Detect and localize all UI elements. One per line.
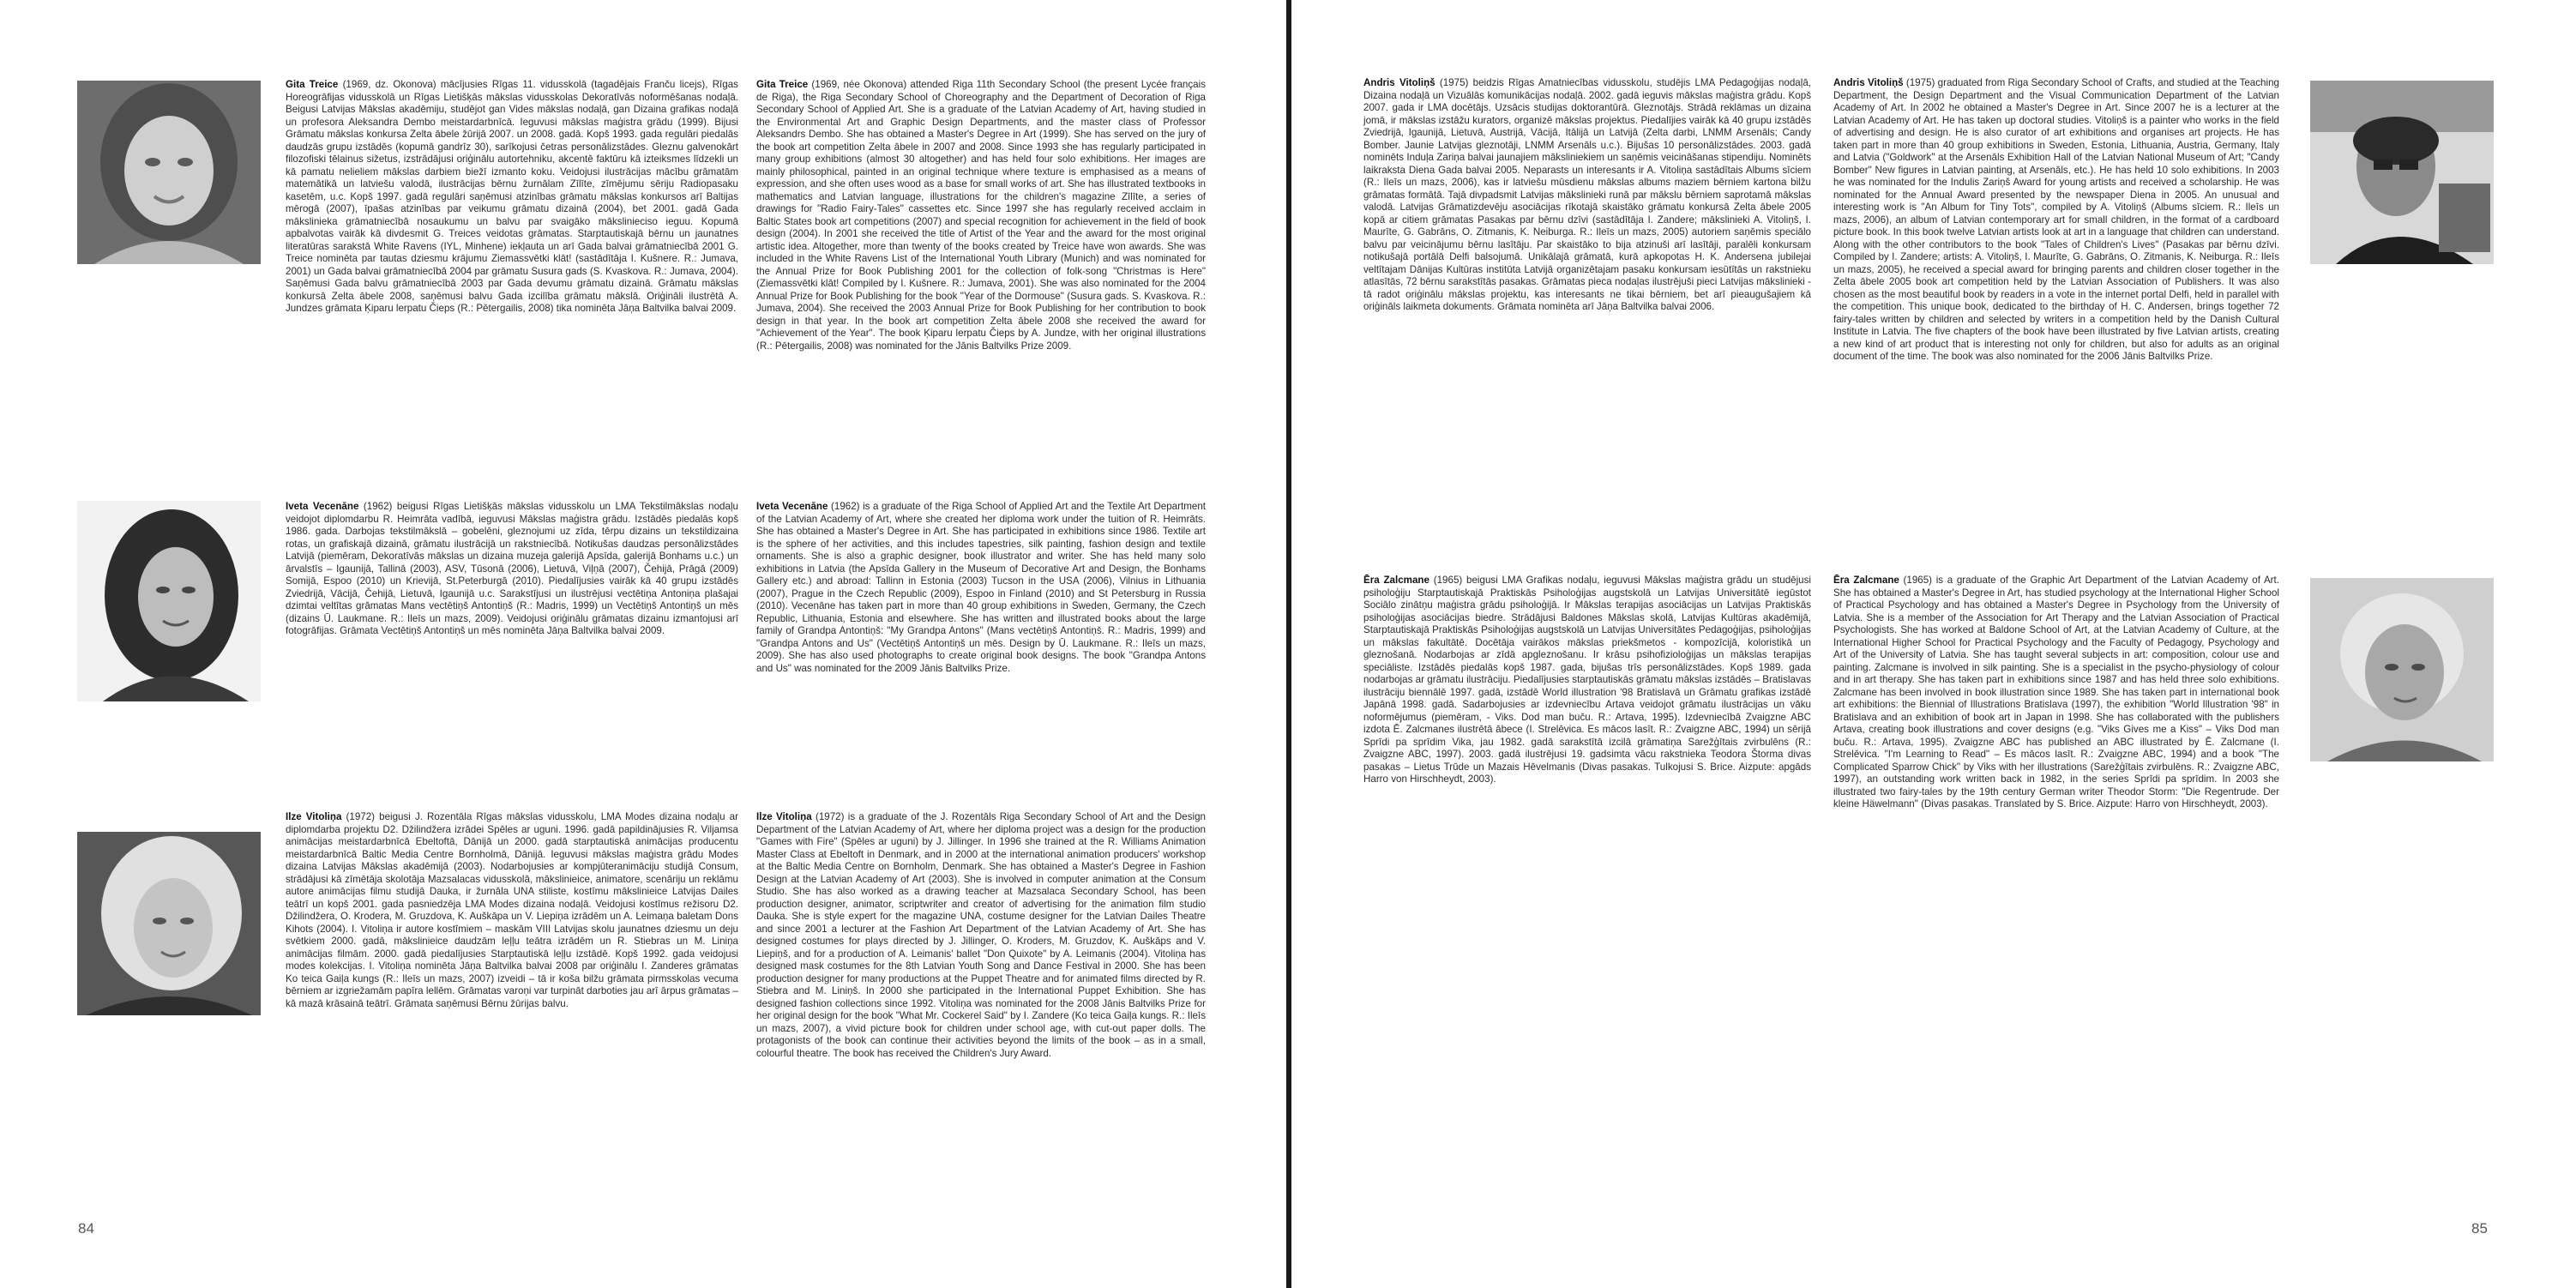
bio-text: (1965) is a graduate of the Graphic Art Department of the Latvian Academy of Art. She has obtained a Master's Degree in Art, has studied psychology at the International Higher School of Practical Psychology and has obtained a Master's Degree in Psychology from the University of Latvia. She is a member of the Association for Art Therapy and the Latvian Association of Practical Psychologists. She has worked at Baldone School of Art, at the Latvian Academy of Culture, at the International Higher School for Practical Psychology and the Faculty of Pedagogy, Psychology and Art of the University of Latvia. She has taught several subjects in art: composition, colour use and painting. Zalcmane is involved in silk painting. She is a specialist in the psycho-physiology of colour and in art therapy. She has taken part in exhibitions since 1987 and has held three solo exhibitions. Zalcmane has been involved in book illustration since 1989. She has taken part in international book art exhibitions: the Biennial of Illustrations Bratislava (1997), the exhibition "World Illustration '98" in Bratislava and an exhibition of book art in Japan in 1998. She has collaborated with the publishers Artava, creating book illustrations and cover designs (e.g. "Viks Gives me a Kiss" – Viks Dod man buču. R.: Artava, 1995). Zvaigzne ABC has published an ABC illustrated by Ē. Zalcmane (I. Strelēvica. "I'm Learning to Read" – Es mācos lasīt. R.: Zvaigzne ABC, 1994) and a book "The Complicated Sparrow Chick" by Viks with her illustrations (Sarežģītais zvirbulēns. R.: Zvaigzne ABC, 1997), an outstanding work written back in 1982, in the series Sprīdi pa sprīdim. In 2003 she illustrated two fairy-tales by the 19th century German writer Theodor Storm: "Die Regentrude. Der kleine Häwelmann" (Divas pasakas. Translated by S. Brice. Aizpute: Harro von Hirschheydt, 2003).: [1833, 575, 2279, 810]
bio-text: (1969, née Okonova) attended Riga 11th Secondary School (the present Lycée français de Riga), the Riga Secondary School of Choreography and the Department of Decoration of Riga Secondary School of Applied Art. She is a graduate of the Latvian Academy of Art, having studied in the Environmental Art and Graphic Design Departments, and the master class of Professor Aleksandrs Dembo. She has obtained a Master's Degree in Art (1999). She has served on the jury of the book art competition Zelta ābele in 2007 and 2008. Since 1993 she has regularly participated in many group exhibitions (almost 30 altogether) and has held four solo exhibitions. Her images are mainly philosophical, painted in an original technique where texture is emphasised as a means of expression, and she often uses wood as a base for small works of art. She has illustrated textbooks in mathematics and Latvian language, illustrations for the children's magazine Zīlīte, a series of drawings for "Radio Fairy-Tales" cassettes etc. Since 1997 she has regularly received acclaim in Baltic States book art competitions (2007) and special recognition for achievement in the field of book design (2004). In 2001 she received the title of Artist of the Year and the award for the most original artistic idea. Altogether, more than twenty of the books created by Treice have won awards. She was included in the White Ravens List of the International Youth Library (Munich) and was nominated for the Annual Prize for Book Publishing 2001 for the collection of folk-song "Christmas is Here" (Ziemassvētki klāt! Compiled by I. Kušnere. R.: Jumava, 2001). She was also nominated for the 2004 Annual Prize for Book Publishing for the book "Year of the Dormouse" (Susura gads. S. Kvaskova. R.: Jumava, 2004). She received the 2003 Annual Prize for Book Publishing for her contribution to book design in that year. In the book art competition Zelta ābele 2008 she received the award for "Achievement of the Year". The book Ķiparu lerpatu Čieps by A. Jundze, with her original illustrations (R.: Pētergailis, 2008) was nominated for the Jānis Baltvilks Prize 2009.: [756, 79, 1206, 352]
bio-lv-era-zalcmane: [1363, 575, 1811, 909]
artist-name: Iveta Vecenāne: [286, 501, 359, 512]
bio-en-andris-vitolins: [1833, 77, 2279, 557]
artist-name: Gita Treice: [756, 79, 809, 90]
portrait-photo-ilze-vitolina: [77, 832, 261, 1015]
page-number: 85: [2471, 1220, 2488, 1237]
bio-en-gita-treice: [756, 79, 1206, 475]
portrait-photo-gita-treice: [77, 81, 261, 264]
artist-name: Gita Treice: [286, 79, 339, 90]
bio-text: (1972) beigusi J. Rozentāla Rīgas mākslas vidusskolu, LMA Modes dizaina nodaļu ar diplomdarba projektu D2. Džilindžera izrādei Spēles ar uguni. 1996. gadā papildinājusies R. Viljamsa animācijas meistardarbnīcā Ebeltoftā, Dānijā un 2000. gadā starptautiskā animācijas producentu meistardarbnīcā Baltic Media Centre Bornholmā, Dānijā. Ieguvusi mākslas maģistra grādu Modes dizaina Latvijas Mākslas akadēmijā (2003). Nodarbojusies ar kompjūteranimāciju studijā Consum, strādājusi kā zīmētāja skolotāja Mazsalacas vidusskolā, mākslinieice, animatore, scenāriju un reklāmu autore animācijas filmu studijā Dauka, ir žurnāla UNA stiliste, kostīmu mākslinieice Latvijas Dailes teātrī un kopš 2001. gada pasniedzēja LMA Modes dizaina nodaļā. Veidojusi kostīmus režisoru D2. Džilindžera, O. Krodera, M. Gruzdova, K. Auškāpa un V. Liepiņa izrādēm un A. Leimaņa baletam Dons Kihots (2004). I. Vitoliņa ir autore kostīmiem – maskām VIII Latvijas skolu jaunatnes dziesmu un deju svētkiem 2000. gadā, mākslinieice daudzām leļļu teātra izrādēm un R. Stiebras un M. Liniņa animācijas filmām. 2000. gadā piedalījusies Starptautiskā leļļu izstādē. Kopš 1992. gada veidojusi modes kolekcijas. I. Vitoliņa nominēta Jāņa Baltvilka balvai 2008 par oriģinālu I. Zanderes grāmatas Ko teica Gaiļa kungs (R.: Ileīs un mazs, 2007) izveidi – tā ir koša bilžu grāmata pirmsskolas vecuma bērniem ar izgriežamām papīra lellēm. Grāmatas varoņi var turpināt darboties jau arī ārpus grāmatas – kā mazā krāsainā teātrī. Grāmata saņēmusi Bērnu žūrijas balvu.: [286, 811, 738, 1009]
bio-lv-iveta-vecenane: [286, 501, 738, 758]
bio-en-ilze-vitolina: [756, 811, 1206, 1197]
bio-text: (1975) beidzis Rīgas Amatniecības vidusskolu, studējis LMA Pedagoģijas nodaļā, Dizaina nodaļā un Vizuālās komunikācijas nodaļā. 2002. gadā ieguvis mākslas maģistra grādu. Kopš 2007. gada ir LMA docētājs. Uzsācis studijas doktorantūrā. Gleznotājs. Strādā reklāmas un dizaina jomā, ir mākslas izstāžu kurators, organizē mākslas projektus. Piedalījies vairāk kā 40 grupu izstādēs Zviedrijā, Igaunijā, Lietuvā, Austrijā, Vācijā, Itālijā un Latvijā (Zelta darbi, LNMM Arsenāls; Candy Bomber. Jaunie Latvijas gleznotāji, LNMM Arsenāls u.c.). Bijušas 10 personālizstādes. 2003. gadā nominēts Induļa Zariņa balvai jaunajiem māksliniekiem un saņēmis veicināšanas stipendiju. Nominēts laikraksta Diena Gada balvai 2005. Neparasts un interesants ir A. Vitoliņa sastādītais Albums sīciem (R.: Ileīs un mazs, 2006), kas ir latviešu mūsdienu mākslas albums maziem bērniem kartona bilžu grāmatas formātā. Tajā divpadsmit Latvijas mākslinieki runā par mākslu bērniem saprotamā mākslas valodā. Latvijas Grāmatizdevēju asociācijas rīkotajā skaistāko grāmatu konkursā Zelta ābele 2005 kopā ar citiem grāmatas Pasakas par bērnu dzīvi (sastādītāja I. Zandere; mākslinieki A. Vitoliņš, I. Maurīte, G. Gabrāns, O. Zitmanis, K. Neiburga. R.: Ileīs un mazs, 2005) autoriem saņēmis speciālo balvu par veicinājumu bērnu lasītāju. Par skaistāko to bija atzinuši arī lasītāji, paralēli konkursam notikušajā portālā Delfi balsojumā. Unikālajā grāmatā, kurā apkopotas H. K. Andersena jubilejai veltītajam Dānijas Kultūras institūta Latvijā organizētajam pasaku konkursam iesūtītās un rakstnieku atlasītās, 72 bērnu sarakstītās pasakas. Grāmatas pieca nodaļas ilustrējuši pieci Latvijas mākslinieki - tā radot oriģinālu mākslas projektu, kas interesants ne tikai bērniem, bet arī pieaugušajiem kā oriģināls laikmeta dokuments. Grāmata nominēta arī Jāņa Baltvilka balvai 2006.: [1363, 77, 1811, 312]
right-page: [1291, 0, 2576, 1288]
artist-name: Ēra Zalcmane: [1833, 575, 1899, 586]
bio-lv-andris-vitolins: [1363, 77, 1811, 480]
artist-name: Iveta Vecenāne: [756, 501, 828, 512]
bio-text: (1965) beigusi LMA Grafikas nodaļu, ieguvusi Mākslas maģistra grādu un studējusi psiholoģiju Starptautiskajā Praktiskās Psiholoģijas augstskolā un Latvijas Universitātē iegūstot Sociālo zinātņu maģistra grādu psiholoģijā. Ir Mākslas terapijas asociācijas un Latvijas Praktiskās psiholoģijas asociācijas biedre. Strādājusi Baldones Mākslas skolā, Latvijas Kultūras akadēmijā, Starptautiskajā Praktiskās Psiholoģijas augstskolā un Latvijas Universitātes Pedagoģijas, psiholoģijas un mākslas fakultātē. Docētāja vairākos mākslas priekšmetos - kompozīcijā, koloristikā un gleznošanā. Nodarbojas ar zīdā apgleznošanu. Ir krāsu psihofizioloģijas un mākslas terapijas speciāliste. Izstādēs piedalās kopš 1987. gada, bijušas trīs personālizstādes. Kopš 1989. gada nodarbojas ar grāmatu ilustrāciju. Piedalījusies starptautiskās grāmatu mākslas izstādēs – Bratislavas ilustrāciju biennālē 1997. gadā, izstādē World illustration '98 Bratislavā un Grāmatu grafikas izstādē Japānā 1998. gadā. Sadarbojusies ar izdevniecību Artava veidojot grāmatu ilustrācijas un vāku noformējumus (piemēram, - Viks. Dod man buču. R.: Artava, 1995). Izdevniecībā Zvaigzne ABC izdota Ē. Zalcmanes ilustrētā ābece (I. Strelēvica. Es mācos lasīt. R.: Zvaigzne ABC, 1994) un sērijā Sprīdi pa sprīdim Vika, jau 1982. gadā sarakstītā izcilā grāmatiņa Sarežģītais zvirbulēns (R.: Zvaigzne ABC, 1997). 2003. gadā ilustrējusi 19. gadsimta vācu rakstnieka Teodora Štorma divas pasakas – Lietus Trūde un Mazais Hēvelmanis (Divas pasakas. Tulkojusi S. Brice. Aizpute: apgāds Harro von Hirschheydt, 2003).: [1363, 575, 1811, 785]
left-page: [0, 0, 1286, 1288]
portrait-photo-era-zalcmane: [2310, 578, 2494, 761]
artist-name: Andris Vitoliņš: [1833, 77, 1904, 88]
bio-text: (1969, dz. Okonova) mācījusies Rīgas 11. vidusskolā (tagadējais Franču licejs), Rīgas Horeogrāfijas vidusskolā un Rīgas Lietišķās mākslas vidusskolas Dekoratīvās noformēšanas nodaļā. Beigusi Latvijas Mākslas akadēmiju, studējot gan Vides mākslas nodaļā, gan Dizaina grafikas nodaļā un profesora Aleksandra Dembo meistardarbnīcā. Ieguvusi mākslas maģistra grādu (1999). Bijusi Grāmatu mākslas konkursa Zelta ābele žūrijā 2007. un 2008. gadā. Kopš 1993. gada regulāri piedalās daudzās grupu izstādēs (kopumā gandrīz 30), sarīkojusi četras personālizstādes. Gleznu galvenokārt filozofiski tēlainus sižetus, izstrādājusi oriģinālu autortehniku, akcentē faktūru kā izteiksmes līdzekli un kā pamatu nelieliem mākslas darbiem biežī izmanto koku. Veidojusi ilustrācijas mācību grāmatām matemātikā un latviešu valodā, ilustrācijas bērnu žurnālam Zīlīte, zīmējumu sēriju Radiopasaku kasetēm, u.c. Kopš 1997. gadā regulāri saņēmusi atzinības grāmatu mākslas konkursos arī Baltijas mērogā (2007), īpašas atzinības par veikumu grāmatu dizainā (2004), bet 2001. gadā Gada mākslinieka grāmatniecībā nosaukumu un balvu par svaigāko mākslinieciso ieguu. Kopumā apbalvotas vairāk kā divdesmit G. Treices veidotas grāmatas. Starptautiskajā bērnu un jaunatnes literatūras sarakstā White Ravens (IYL, Minhene) iekļauta un arī Gada balvai grāmatniecībā 2001 G. Treice nominēta par tautas dziesmu krājumu Ziemassvētki klāt! (sastādītāja I. Kušnere. R.: Jumava, 2001) un Gada balvai grāmatniecībā 2004 par grāmatu Susura gads (S. Kvaskova. R.: Jumava, 2004). Saņēmusi Gada balvu grāmatniecībā 2003 par Gada devumu grāmatu dizainā. Grāmatu mākslas konkursā Zelta ābele 2008, saņēmusi balvu Gada izcilība grāmatu mākslā. Oriģināli ilustrētā A. Jundzes grāmata Ķiparu lerpatu Čieps (R.: Pētergailis, 2008) tika nominēta Jāņa Baltvilka balvai 2009.: [286, 79, 738, 314]
bio-en-iveta-vecenane: [756, 501, 1206, 758]
bio-lv-ilze-vitolina: [286, 811, 738, 1146]
portrait-photo-iveta-vecenane: [77, 501, 261, 701]
artist-name: Ilze Vitoliņa: [756, 811, 812, 822]
artist-name: Ilze Vitoliņa: [286, 811, 342, 822]
page-number: 84: [78, 1220, 94, 1237]
bio-text: (1972) is a graduate of the J. Rozentāls Riga Secondary School of Art and the Design Department of the Latvian Academy of Art, where her diploma project was a design for the production "Games with Fire" (Spēles ar uguni) by J. Jillinger. In 1996 she trained at the R. Williams Animation Master Class at Ebeltoft in Denmark, and in 2000 at the international animation producers' workshop at the Baltic Media Centre on Bornholm, Denmark. She has obtained a Master's Degree in Fashion Design at the Latvian Academy of Art (2003). She is involved in computer animation at the Consum Studio. She has also worked as a drawing teacher at Mazsalaca Secondary School, has been production designer, animator, scriptwriter and creator of advertising for the animation film studio Dauka. She is style expert for the magazine UNA, costume designer for the Latvian Dailes Theatre and since 2001 a lecturer at the Fashion Art Department of the Latvian Academy of Art. She has designed costumes for plays directed by J. Jillinger, O. Kroders, M. Gruzdov, K. Auškāps and V. Liepiņš, and for a production of A. Leimanis' ballet "Don Quixote" by A. Leimanis (2004). Vitoliņa has designed mask costumes for the 8th Latvian Youth Song and Dance Festival in 2000. She has been production designer for many productions at the Puppet Theatre and for animated films directed by R. Stiebra and M. Liniņš. In 2000 she participated in the International Puppet Exhibition. She has designed fashion collections since 1992. Vitoliņa was nominated for the 2008 Jānis Baltvilks Prize for her original design for the book "What Mr. Cockerel Said" by I. Zandere (Ko teica Gaiļa kungs. R.: Ileīs un mazs, 2007), a vivid picture book for children under school age, with cut-out paper dolls. The protagonists of the book can continue their activities beyond the limits of the book – as in a small, colourful theatre. The book has received the Children's Jury Award.: [756, 811, 1206, 1059]
bio-text: (1975) graduated from Riga Secondary School of Crafts, and studied at the Teaching Department, the Design Department and the Visual Communication Department of the Latvian Academy of Art. In 2002 he obtained a Master's Degree in Art. Since 2007 he is a lecturer at the Latvian Academy of Art. He has taken up doctoral studies. Vitoliņš is a painter who works in the field of advertising and design. He is also curator of art exhibitions and organises art projects. He has taken part in more than 40 group exhibitions in Sweden, Estonia, Lithuania, Austria, Germany, Italy and Latvia ("Goldwork" at the Arsenāls Exhibition Hall of the Latvian National Museum of Art; "Candy Bomber" New figures in Latvian painting, at Arsenāls, etc.). He has held 10 solo exhibitions. In 2003 he was nominated for the Indulis Zariņš Award for young artists and received a scholarship. He was nominated for the Annual Award presented by the newspaper Diena in 2005. An unusual and interesting work is "An Album for Tiny Tots", compiled by A. Vitoliņš (Albums sīciem. R.: Ileīs un mazs, 2006), an album of Latvian contemporary art for small children, in the format of a cardboard picture book. In this book twelve Latvian artists look at art in a language that children can understand. Along with the other contributors to the book "Tales of Children's Lives" (Pasakas par bērnu dzīvi. Compiled by I. Zandere; artists: A. Vitoliņš, I. Maurīte, G. Gabrāns, O. Zitmanis, K. Neiburga. R.: Ileīs un mazs, 2005), he received a special award for bringing parents and children closer together in the Zelta ābele 2005 book art competition held by the Latvian Association of Publishers. It was also chosen as the most beautiful book by readers in a vote in the internet portal Delfi, held in parallel with the competition. This unique book, dedicated to the birthday of H. C. Andersen, brings together 72 fairy-tales written by children and selected by writers in a competition held by the Danish Cultural Institute in Latvia. The five chapters of the book have been illustrated by five Latvian artists, creating a new kind of art product that is interesting not only for children, but also for adults as an original document of the time. The book was also nominated for the 2006 Jānis Baltvilks Prize.: [1833, 77, 2279, 362]
bio-text: (1962) is a graduate of the Riga School of Applied Art and the Textile Art Department of the Latvian Academy of Art, where she created her diploma work under the tuition of R. Heimrāts. She has obtained a Master's Degree in Art. She has participated in exhibitions since 1986. Textile art is the sphere of her activities, and this includes tapestries, silk painting, fashion design and textile ornaments. She is also a graphic designer, book illustrator and writer. She has held many solo exhibitions in Latvia (the Apsīda Gallery in the Museum of Decorative Art and Design, the Bonhams Gallery etc.) and abroad: Tallinn in Estonia (2003) Tucson in the USA (2006), Vilnius in Lithuania (2007), Prague in the Czech Republic (2009), Espoo in Finland (2010) and St Petersburg in Russia (2010). Vecenāne has taken part in more than 40 group exhibitions in Sweden, Germany, the Czech Republic, Lithuania, Estonia and elsewhere. She has written and illustrated books about the large family of Grandpa Antontiņš: "My Grandpa Antons" (Mans vectētiņš Antontiņš. R.: Madris, 1999) and "Grandpa Antons and Us" (Vectētiņš Antontiņš un mēs. Design by Ū. Laukmane. R.: Ileīs un mazs, 2009). She has also used photographs to create original book designs. The book "Grandpa Antons and Us" was nominated for the 2009 Jānis Baltvilks Prize.: [756, 501, 1206, 674]
portrait-photo-andris-vitolins: [2310, 81, 2494, 264]
bio-text: (1962) beigusi Rīgas Lietišķās mākslas vidusskolu un LMA Tekstilmākslas nodaļu veidojot diplomdarbu R. Heimrāta vadībā, ieguvusi Mākslas maģistra grādu. Izstādēs piedalās kopš 1986. gada. Darbojas tekstilmākslā – gobelēni, gleznojumi uz zīda, tērpu dizains un tekstildizaina rotas, un grafiskajā dizainā, grāmatu ilustrācijā un rakstniecībā. Notikušas daudzas personālizstādes Latvijā (piemēram, Dekoratīvās mākslas un dizaina muzeja galerijā Apsīda, galerijā Bonhams u.c.) un ārvalstīs – Igaunijā, Tallinā (2003), ASV, Tūsonā (2006), Lietuvā, Viļņā (2007), Čehijā, Prāgā (2009) Somijā, Espoo (2010) un Krievijā, St.Peterburgā (2010). Piedalījusies vairāk kā 40 grupu izstādēs Zviedrijā, Vācijā, Čehijā, Lietuvā, Igaunijā u.c. Sarakstījusi un ilustrējusi vectētiņa Antoniņa plašajai dzimtai veltītas grāmatas Mans vectētiņš Antontiņš (R.: Madris, 1999) un Vectētiņš Antontiņš un mēs (dizains Ū. Laukmane. R.: Ileīs un mazs, 2009). Veidojusi oriģinālu grāmatas dizainu izmantojusi arī fotogrāfijas. Grāmata Vectētiņš Antontiņš un mēs nominēta Jāņa Baltvilka balvai 2009.: [286, 501, 738, 636]
artist-name: Ēra Zalcmane: [1363, 575, 1429, 586]
bio-lv-gita-treice: [286, 79, 738, 475]
bio-en-era-zalcmane: [1833, 575, 2279, 960]
artist-name: Andris Vitoliņš: [1363, 77, 1435, 88]
